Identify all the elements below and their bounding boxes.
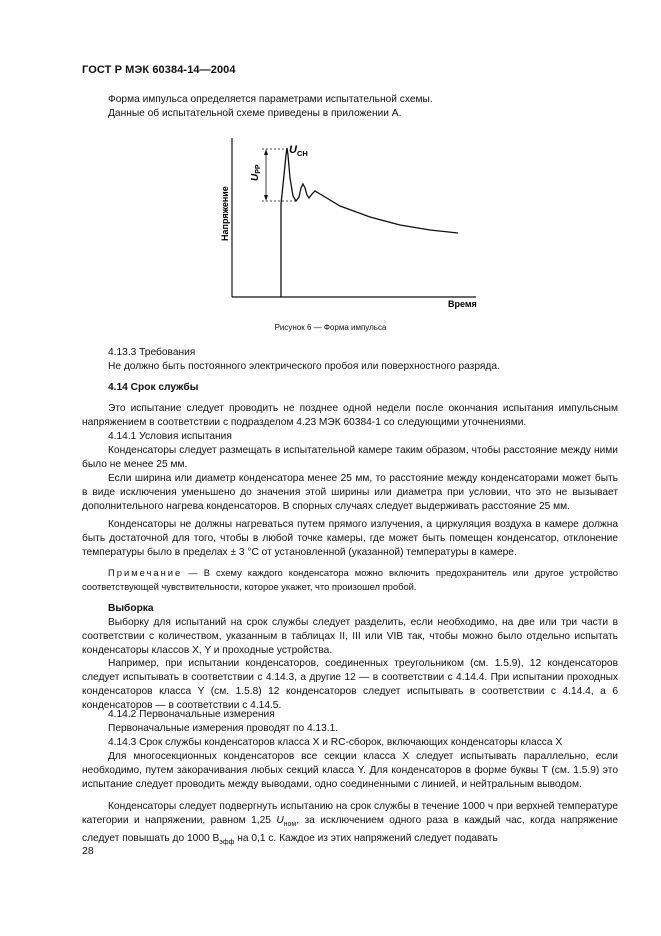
document-header: ГОСТ Р МЭК 60384-14—2004 [82, 64, 236, 76]
y-axis-label: Напряжение [220, 186, 230, 241]
section-4-14-intro: Это испытание следует проводить не позднее одной недели после окончания испытания импульсным напряжением в соответствии с подразделом 4.23 МЭК 60384-1 со следующими уточнениями. [82, 403, 618, 428]
sample-heading: Выборка [108, 603, 154, 614]
section-4-13-3-text: Не должно быть постоянного электрического пробоя или поверхностного разряда. [108, 361, 500, 372]
pp-label: $U_{PP}$ [250, 164, 262, 181]
section-4-14-3-heading: 4.14.3 Срок службы конденсаторов класса X и RC-сборок, включающих конденсаторы класса X [108, 737, 563, 748]
note-block [82, 566, 618, 594]
section-4-14-3-p1: Для многосекционных конденсаторов все секции класса X следует испытывать параллельно, если необходимо, путем закорачивания любых секций класса Y. Для конденсаторов в форме буквы Т (см. 1.5.9) это испытание следует проводить между выводами, одно соединенными с линией, и нейтральным выводом. [82, 751, 618, 790]
intro-line-2: Данные об испытательной схеме приведены в приложении А. [108, 108, 402, 119]
peak-label: $U_{CH}$ [289, 144, 308, 158]
section-4-13-3-heading: 4.13.3 Требования [108, 347, 196, 358]
page-number: 28 [82, 845, 94, 857]
section-4-14-3-p2: Конденсаторы следует подвергнуть испытанию на срок службы в течение 1000 ч при верхней температуре категории и напряжении, равном 1,25 $U_{ном}$, за исключением одного раза в каждый час, когда напряжение следует повышать до 1000 $В_{эфф}$ на 0,1 с. Каждое из этих напряжений следует подавать [82, 801, 618, 847]
section-4-14-heading: 4.14 Срок службы [108, 382, 199, 393]
section-4-14-2-heading: 4.14.2 Первоначальные измерения [108, 709, 275, 720]
figure-caption: Рисунок 6 — Форма импульса [274, 323, 387, 332]
intro-line-1: Форма импульса определяется параметрами испытательной схемы. [108, 94, 433, 105]
sample-p2: Например, при испытании конденсаторов, соединенных треугольником (см. 1.5.9), 12 конденсаторов следует испытывать в соответствии с 4.14.3, а другие 12 — в соответствии с 4.14.4. При испытании проходных конденсаторов класса Y (см. 1.5.8) 12 конденсаторов следует испытывать в соответствии с 4.14.4, а 6 конденсаторов — в соответствии с 4.14.5. [82, 658, 618, 711]
note-label: Примечание [108, 567, 183, 578]
x-axis-label: Время [448, 299, 477, 309]
section-4-14-1-p3: Конденсаторы не должны нагреваться путем прямого излучения, а циркуляция воздуха в камере должна быть достаточной для того, чтобы в любой точке камеры, где может быть помещен конденсатор, отклонение температуры было в пределах ± 3 °С от установленной (указанной) температуры в камере. [82, 519, 618, 558]
pulse-curve [281, 148, 458, 297]
section-4-14-1-heading: 4.14.1 Условия испытания [108, 431, 232, 442]
note-text: — В схему каждого конденсатора можно включить предохранитель или другое устройство соответствующей чувствительности, которое укажет, что произошел пробой. [82, 567, 618, 592]
sample-p1: Выборку для испытаний на срок службы следует разделить, если необходимо, на две или три части в соответствии с количеством, указанным в таблицах II, III или VIB так, чтобы можно было отдельно испытать конденсаторы классов X, Y и проходные устройства. [82, 617, 618, 656]
section-4-14-1-p1: Конденсаторы следует размещать в испытательной камере таким образом, чтобы расстояние между ними было не менее 25 мм. [82, 445, 618, 470]
section-4-14-2-text: Первоначальные измерения проводят по 4.13.1. [108, 723, 339, 734]
section-4-14-1-p2: Если ширина или диаметр конденсатора менее 25 мм, то расстояние между конденсаторами может быть в виде исключения уменьшено до значения этой ширины или диаметра при условии, что это не вызывает дополнительного нагрева конденсаторов. В спорных случаях следует выдерживать расстояние 25 мм. [82, 473, 618, 512]
pulse-figure [0, 0, 661, 320]
